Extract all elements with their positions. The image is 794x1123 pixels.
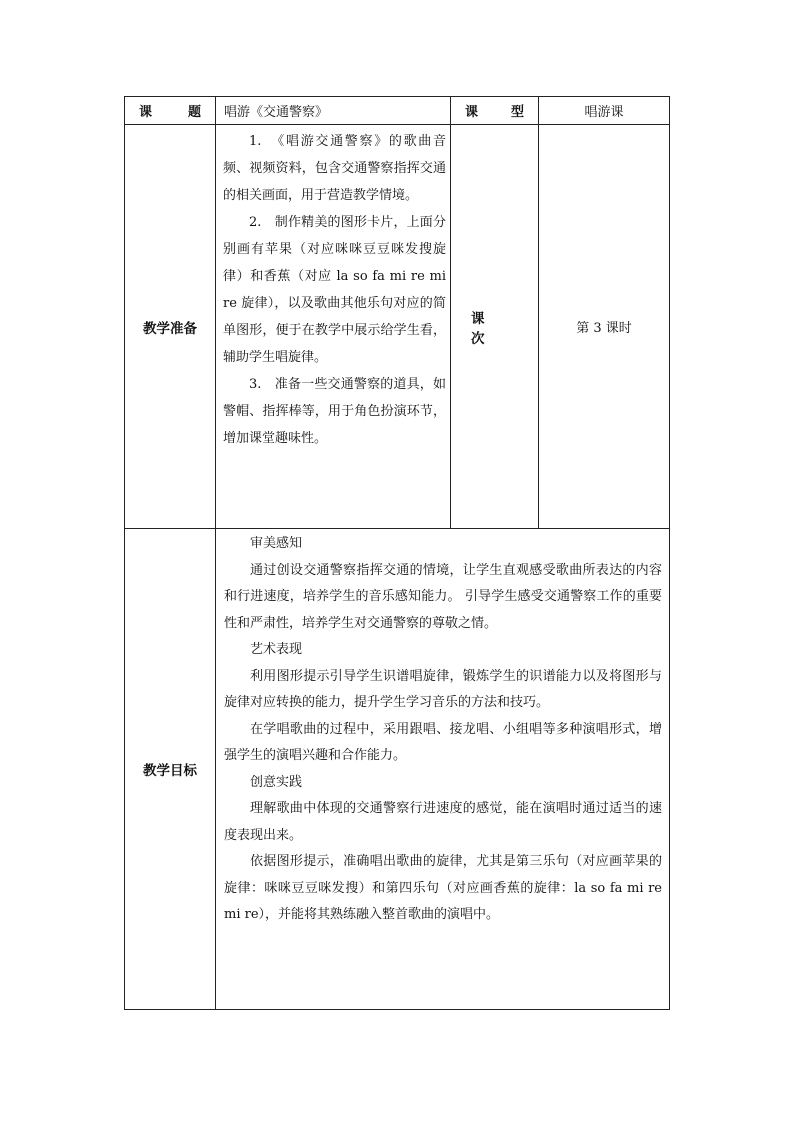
objective-heading-practice: 创意实践 xyxy=(250,774,303,790)
objective-heading-expression: 艺术表现 xyxy=(250,642,303,657)
header-row xyxy=(125,97,670,125)
preparation-item-1: 1. 《唱游交通警察》的歌曲音频、视频资料，包含交通警察指挥交通的相关画面，用于营造教学情境。 xyxy=(223,134,446,203)
preparation-item-3: 3. 准备一些交通警察的道具，如警帽、指挥棒等，用于角色扮演环节，增加课堂趣味性。 xyxy=(223,377,446,446)
preparation-row xyxy=(125,125,670,529)
session-value: 第 3 课时 xyxy=(539,125,670,529)
objectives-content xyxy=(216,529,670,1010)
type-label: 课 型 xyxy=(451,97,539,125)
preparation-item-2: 2. 制作精美的图形卡片，上面分别画有苹果（对应咪咪豆豆咪发搜旋律）和香蕉（对应 la so fa mi re mi re 旋律），以及歌曲其他乐句对应的简单图形，便于在教学中展示给学生看，辅助学生唱旋律。 xyxy=(223,215,446,365)
lesson-plan-table xyxy=(124,96,670,1010)
objective-paragraph: 依据图形提示，准确唱出歌曲的旋律，尤其是第三乐句（对应画苹果的旋律：咪咪豆豆咪发搜）和第四乐句（对应画香蕉的旋律：la so fa mi re mi re），并能将其熟练融入整首歌曲的演唱中。 xyxy=(224,854,662,922)
topic-label: 课 题 xyxy=(125,97,216,125)
preparation-content xyxy=(216,125,451,529)
type-value: 唱游课 xyxy=(539,97,670,125)
session-label: 课 次 xyxy=(451,125,539,529)
preparation-label: 教学准备 xyxy=(125,125,216,529)
topic-value: 唱游《交通警察》 xyxy=(216,97,451,125)
objective-paragraph: 理解歌曲中体现的交通警察行进速度的感觉，能在演唱时通过适当的速度表现出来。 xyxy=(224,801,662,843)
objectives-row xyxy=(125,529,670,1010)
objective-heading-aesthetic: 审美感知 xyxy=(250,536,303,551)
objectives-label: 教学目标 xyxy=(125,529,216,1010)
objective-paragraph: 在学唱歌曲的过程中，采用跟唱、接龙唱、小组唱等多种演唱形式，增强学生的演唱兴趣和合作能力。 xyxy=(224,721,662,763)
objective-paragraph: 利用图形提示引导学生识谱唱旋律，锻炼学生的识谱能力以及将图形与旋律对应转换的能力，提升学生学习音乐的方法和技巧。 xyxy=(224,668,662,710)
objective-paragraph: 通过创设交通警察指挥交通的情境，让学生直观感受歌曲所表达的内容和行进速度，培养学生的音乐感知能力。 引导学生感受交通警察工作的重要性和严肃性，培养学生对交通警察的尊敬之情。 xyxy=(224,562,662,631)
